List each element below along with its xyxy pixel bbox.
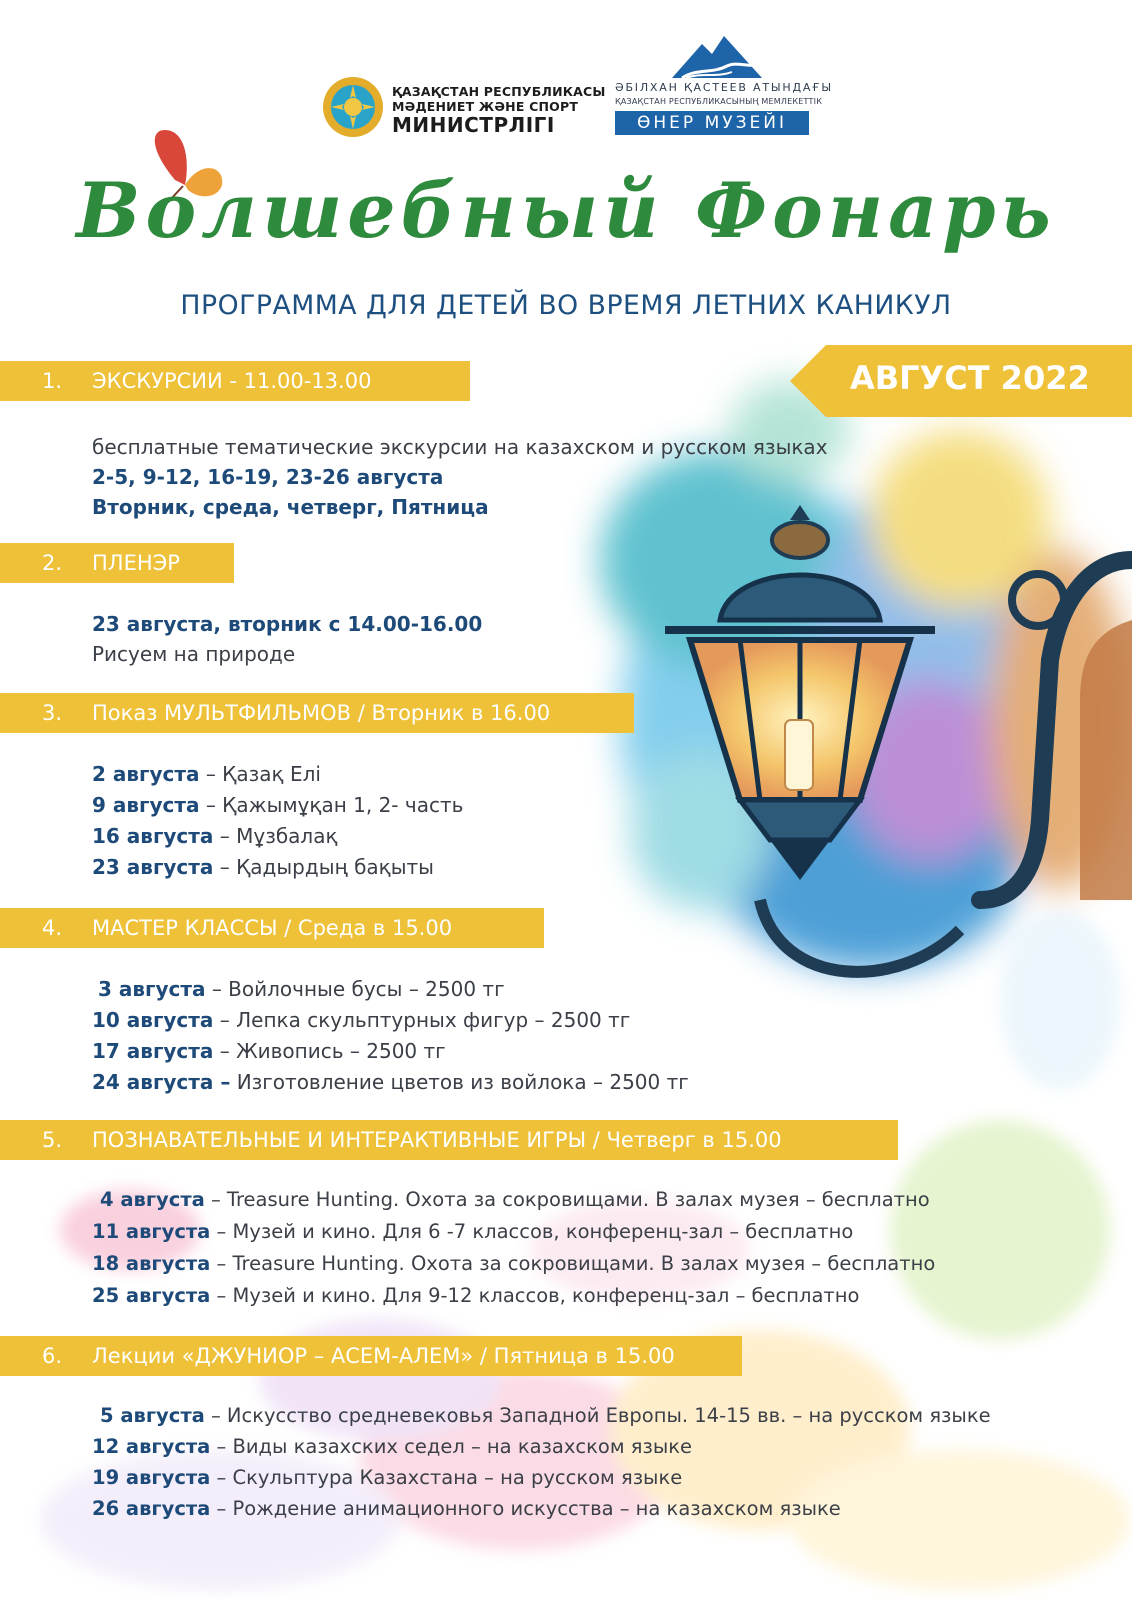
list-item: 2-5, 9-12, 16-19, 23-26 августа — [92, 465, 444, 489]
mountain-logo-icon — [672, 34, 762, 82]
list-item-text: – Живопись – 2500 тг — [213, 1039, 446, 1063]
section-number: 2. — [42, 551, 63, 575]
list-item-date: 16 августа — [92, 824, 214, 848]
section-title: ЭКСКУРСИИ - 11.00-13.00 — [92, 369, 372, 393]
list-item — [98, 975, 505, 1003]
list-item — [92, 1037, 446, 1065]
list-item-text: – Қадырдың бақыты — [213, 855, 434, 879]
list-item — [92, 1250, 935, 1278]
list-item-text: – Қазақ Елі — [199, 762, 321, 786]
list-item-date: 25 августа — [92, 1284, 211, 1307]
list-item — [92, 1068, 689, 1096]
list-item — [92, 1006, 630, 1034]
list-item: Вторник, среда, четверг, Пятница — [92, 495, 489, 519]
list-item: бесплатные тематические экскурсии на казахском и русском языках — [92, 435, 828, 459]
list-item-text: – Искусство средневековья Западной Европы. 14-15 вв. – на русском языке — [204, 1404, 991, 1427]
list-item — [92, 1433, 692, 1461]
list-item-date: 3 августа — [98, 977, 206, 1001]
page-title: Волшебный Фонарь — [76, 166, 1056, 255]
kazakhstan-emblem-icon — [322, 76, 384, 138]
list-item-text: – Мұзбалақ — [213, 824, 338, 848]
list-item-text: – Музей и кино. Для 6 -7 классов, конференц-зал – бесплатно — [210, 1220, 854, 1243]
list-item — [92, 760, 321, 788]
museum-line-2: ҚАЗАҚСТАН РЕСПУБЛИКАСЫНЫҢ МЕМЛЕКЕТТІК — [615, 97, 823, 106]
section-bar-excursions — [0, 361, 470, 401]
list-item-date: 10 августа — [92, 1008, 214, 1032]
section-number: 4. — [42, 916, 63, 940]
list-item-date: 2 августа — [92, 762, 200, 786]
list-item — [92, 791, 463, 819]
list-item-date: 19 августа — [92, 1466, 211, 1489]
list-item: Рисуем на природе — [92, 642, 296, 666]
list-item-text: – Қажымұқан 1, 2- часть — [199, 793, 464, 817]
ministry-line-1: ҚАЗАҚСТАН РЕСПУБЛИКАСЫ — [392, 84, 606, 99]
list-item-text: Изготовление цветов из войлока – 2500 тг — [230, 1070, 689, 1094]
section-number: 1. — [42, 369, 63, 393]
ministry-line-3: МИНИСТРЛІГІ — [392, 113, 555, 137]
ministry-logo — [322, 74, 606, 144]
month-label: АВГУСТ 2022 — [850, 359, 1090, 397]
list-item-text: – Скульптура Казахстана – на русском языке — [210, 1466, 683, 1489]
list-item-text: – Войлочные бусы – 2500 тг — [205, 977, 505, 1001]
list-item-text: – Рождение анимационного искусства – на казахском языке — [210, 1497, 841, 1520]
list-item-date: 24 августа – — [92, 1070, 231, 1094]
list-item-date: 9 августа — [92, 793, 200, 817]
list-item — [92, 1282, 859, 1310]
list-item — [92, 1495, 841, 1523]
list-item-text: – Музей и кино. Для 9-12 классов, конференц-зал – бесплатно — [210, 1284, 860, 1307]
list-item-date: 26 августа — [92, 1497, 211, 1520]
section-number: 3. — [42, 701, 63, 725]
month-banner — [790, 345, 1132, 417]
section-title: ПЛЕНЭР — [92, 551, 180, 575]
list-item-text: – Treasure Hunting. Охота за сокровищами. В залах музея – бесплатно — [204, 1188, 930, 1211]
section-title: МАСТЕР КЛАССЫ / Среда в 15.00 — [92, 916, 453, 940]
list-item: 23 августа, вторник с 14.00-16.00 — [92, 612, 483, 636]
list-item-text: – Виды казахских седел – на казахском языке — [210, 1435, 693, 1458]
museum-logo — [612, 34, 833, 138]
museum-line-3: ӨНЕР МУЗЕЙІ — [615, 111, 809, 135]
page-subtitle: ПРОГРАММА ДЛЯ ДЕТЕЙ ВО ВРЕМЯ ЛЕТНИХ КАНИКУЛ — [180, 290, 952, 321]
section-number: 6. — [42, 1344, 63, 1368]
section-bar-games — [0, 1120, 898, 1160]
list-item-date: 5 августа — [100, 1404, 205, 1427]
list-item-date: 17 августа — [92, 1039, 214, 1063]
section-bar-lectures — [0, 1336, 742, 1376]
list-item-text: – Лепка скульптурных фигур – 2500 тг — [213, 1008, 631, 1032]
museum-line-1: ӘБІЛХАН ҚАСТЕЕВ АТЫНДАҒЫ — [615, 81, 833, 94]
list-item — [92, 1464, 682, 1492]
section-bar-plein-air — [0, 543, 234, 583]
section-title: ПОЗНАВАТЕЛЬНЫЕ И ИНТЕРАКТИВНЫЕ ИГРЫ / Четверг в 15.00 — [92, 1128, 782, 1152]
list-item-date: 18 августа — [92, 1252, 211, 1275]
list-item-date: 23 августа — [92, 855, 214, 879]
list-item — [100, 1186, 930, 1214]
section-bar-cartoons — [0, 693, 634, 733]
list-item — [100, 1402, 991, 1430]
list-item — [92, 1218, 853, 1246]
section-bar-master-classes — [0, 908, 544, 948]
list-item-date: 4 августа — [100, 1188, 205, 1211]
section-title: Лекции «ДЖУНИОР – АСЕМ-АЛЕМ» / Пятница в 15.00 — [92, 1344, 675, 1368]
list-item-text: – Treasure Hunting. Охота за сокровищами. В залах музея – бесплатно — [210, 1252, 936, 1275]
ministry-line-2: МӘДЕНИЕТ ЖӘНЕ СПОРТ — [392, 99, 579, 114]
list-item-date: 11 августа — [92, 1220, 211, 1243]
list-item-date: 12 августа — [92, 1435, 211, 1458]
section-title: Показ МУЛЬТФИЛЬМОВ / Вторник в 16.00 — [92, 701, 551, 725]
section-number: 5. — [42, 1128, 63, 1152]
list-item — [92, 822, 338, 850]
list-item — [92, 853, 434, 881]
